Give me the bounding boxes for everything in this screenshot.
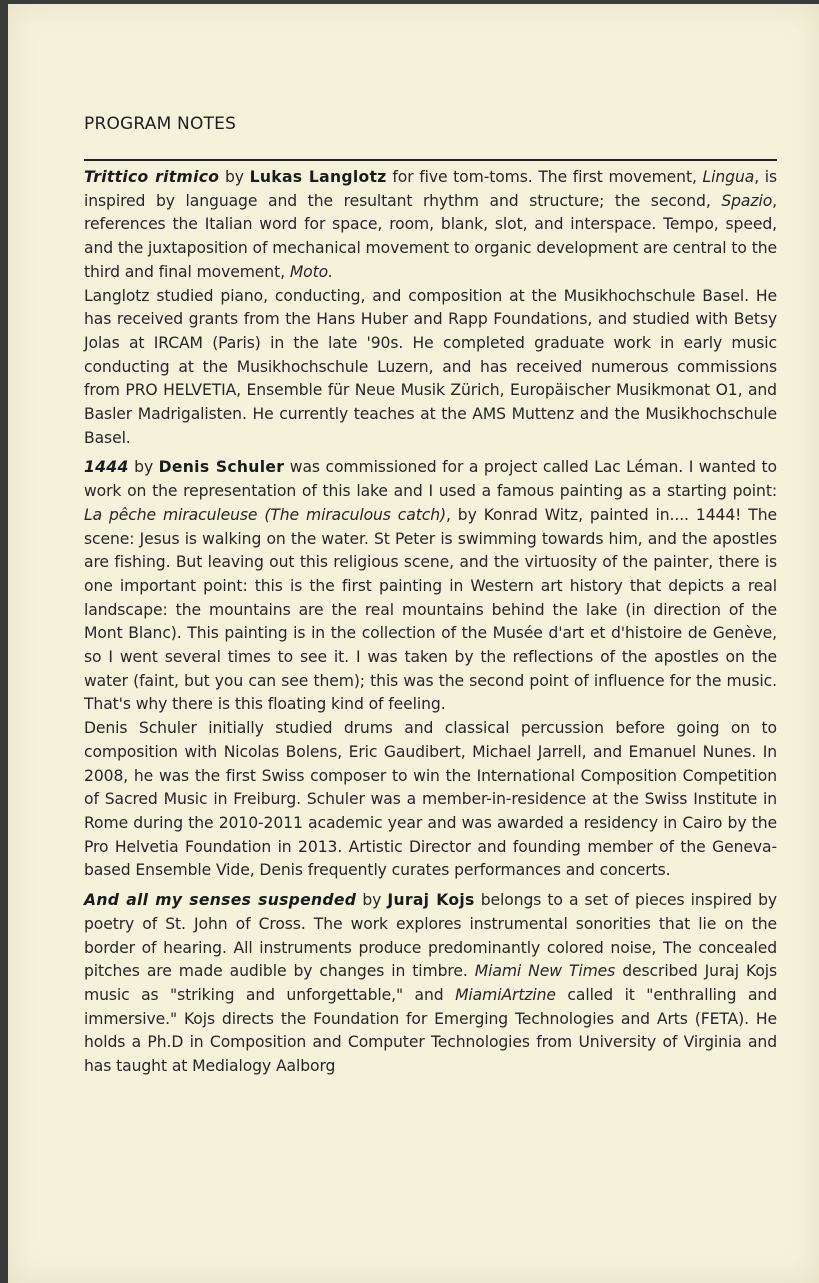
movement-title: Moto. <box>289 262 333 281</box>
note-description <box>84 166 777 285</box>
movement-title: Lingua <box>702 168 755 186</box>
program-notes-page <box>8 4 819 1283</box>
work-title: And all my senses suspended <box>84 891 357 910</box>
program-notes-body <box>84 166 777 1085</box>
text-run: , is inspired by language and the resultant rhythm and structure; the second, <box>84 168 778 210</box>
note-1444 <box>84 456 777 883</box>
note-and-all-my-senses-suspended <box>84 889 777 1079</box>
text-run: , references the Italian word for space, room, blank, slot, and interspace. Tempo, speed, and the juxtaposition of mechanical movement to organic development are central to the third and final movement, <box>84 191 777 281</box>
composer-name: Juraj Kojs <box>387 891 475 910</box>
by-text: by <box>356 891 388 910</box>
painting-title: La pêche miraculeuse (The miraculous catch) <box>84 505 446 524</box>
note-trittico-ritmico <box>84 166 777 450</box>
publication-title: Miami New Times <box>474 962 616 981</box>
by-text: by <box>128 458 159 477</box>
composer-name: Denis Schuler <box>158 458 285 477</box>
composer-bio: Denis Schuler initially studied drums and classical percussion before going on to composition with Nicolas Bolens, Eric Gaudibert, Michael Jarrell, and Emanuel Nunes. In 2008, he was the first Swiss composer to win the International Composition Competition of Sacred Music in Freiburg. Schuler was a member-in-residence at the Swiss Institute in Rome during the 2010-2011 academic year and was awarded a residency in Cairo by the Pro Helvetia Foundation in 2013. Artistic Director and founding member of the Geneva-based Ensemble Vide, Denis frequently curates performances and concerts. <box>84 719 777 880</box>
composer-name: Lukas Langlotz <box>249 168 387 186</box>
text-run: for five tom-toms. The first movement, <box>386 168 703 186</box>
page-title: PROGRAM NOTES <box>84 114 237 134</box>
movement-title: Spazio <box>721 191 773 210</box>
publication-title: MiamiArtzine <box>455 985 556 1004</box>
divider-rule <box>84 159 777 161</box>
text-run: called it "enthralling and immersive." Kojs directs the Foundation for Emerging Technologies and Arts (FETA). He holds a Ph.D in Composition and Computer Technologies from University of Virginia and has taught at Medialogy Aalborg <box>84 985 777 1076</box>
text-run: was commissioned for a project called Lac Léman. I wanted to work on the representation of this lake and I used a famous painting as a starting point: <box>84 458 777 501</box>
work-title: 1444 <box>84 458 129 477</box>
text-run: belongs to a set of pieces inspired by poetry of St. John of Cross. The work explores instrumental sonorities that lie on the border of hearing. All instruments produce predominantly colored noise, The concealed pitches are made audible by changes in timbre. <box>84 891 778 981</box>
note-description <box>84 456 777 717</box>
by-text: by <box>219 168 250 186</box>
composer-bio: Langlotz studied piano, conducting, and composition at the Musikhochschule Basel. He has received grants from the Hans Huber and Rapp Foundations, and studied with Betsy Jolas at IRCAM (Paris) in the late '90s. He completed graduate work in early music conducting at the Musikhochschule Luzern, and has received numerous commissions from PRO HELVETIA, Ensemble für Neue Musik Zürich, Europäischer Musikmonat O1, and Basler Madrigalisten. He currently teaches at the AMS Muttenz and the Musikhochschule Basel. <box>84 286 777 447</box>
text-run: , by Konrad Witz, painted in.... 1444! The scene: Jesus is walking on the water. St Peter is swimming towards him, and the apostles are fishing. But leaving out this religious scene, and the virtuosity of the painter, there is one important point: this is the first painting in Western art history that depicts a real landscape: the mountains are the real mountains behind the lake (in direction of the Mont Blanc). This painting is in the collection of the Musée d'art et d'histoire de Genève, so I went several times to see it. I was taken by the reflections of the apostles on the water (faint, but you can see them); this was the second point of influence for the music. That's why there is this floating kind of feeling. <box>84 505 777 714</box>
text-run: described Juraj Kojs music as "striking and unforgettable," and <box>84 962 778 1004</box>
work-title: Trittico ritmico <box>84 168 220 186</box>
note-description <box>84 889 777 1079</box>
